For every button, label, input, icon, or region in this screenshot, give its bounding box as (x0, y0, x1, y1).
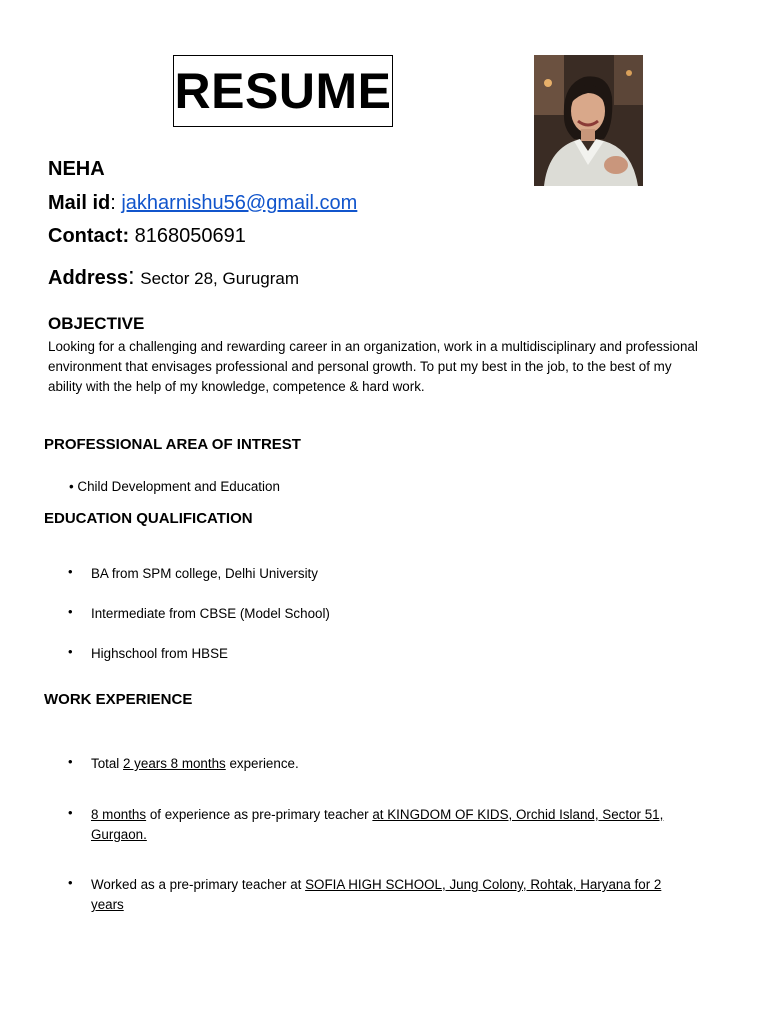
mail-label: Mail id (48, 192, 111, 214)
work-item-employer: SOFIA HIGH SCHOOL, Jung Colony, Rohtak, Haryana for 2 years (91, 877, 662, 912)
bullet-dot: • (68, 644, 73, 659)
bullet-dot: • (68, 754, 73, 769)
bullet-dot: • (69, 479, 78, 494)
work-item-text: of experience as pre-primary teacher (146, 807, 373, 822)
work-item-sofia (91, 875, 691, 915)
education-item: BA from SPM college, Delhi University (91, 566, 318, 581)
work-item-text: Worked as a pre-primary teacher at (91, 877, 306, 892)
education-item: Highschool from HBSE (91, 646, 228, 661)
work-item-text: Total (91, 756, 124, 771)
candidate-name: NEHA (48, 158, 105, 180)
bullet-dot: • (68, 604, 73, 619)
profile-photo (534, 55, 643, 186)
address-label: Address (48, 267, 129, 289)
bullet-dot: • (68, 875, 73, 890)
address-colon: : (128, 263, 135, 290)
interest-item (69, 477, 280, 497)
mail-line (48, 193, 357, 213)
address-value: Sector 28, Gurugram (140, 269, 300, 288)
resume-title-box (173, 55, 393, 127)
education-item: Intermediate from CBSE (Model School) (91, 606, 330, 621)
bullet-dot: • (68, 805, 73, 820)
interest-heading: PROFESSIONAL AREA OF INTREST (44, 436, 301, 453)
work-heading: WORK EXPERIENCE (44, 691, 193, 708)
contact-value: 8168050691 (134, 225, 246, 247)
work-item-duration: 2 years 8 months (123, 756, 226, 771)
bullet-dot: • (68, 564, 73, 579)
objective-text: Looking for a challenging and rewarding career in an organization, work in a multidisciplinary and professional environment that envisages professional and personal growth. To put my best in the job, to the best of my ability with the help of my knowledge, competence & hard work. (48, 339, 698, 394)
email-link[interactable]: jakharnishu56@gmail.com (121, 192, 358, 214)
contact-line (48, 226, 246, 246)
work-item-text: experience. (225, 756, 299, 771)
resume-title: RESUME (174, 63, 392, 119)
work-item-employer: at KINGDOM OF KIDS, Orchid Island, Sector 51, Gurgaon. (91, 807, 664, 842)
interest-item-text: Child Development and Education (77, 479, 280, 494)
work-item-total (91, 754, 299, 774)
address-line (48, 265, 299, 289)
contact-label: Contact: (48, 225, 130, 247)
mail-colon: : (110, 192, 122, 214)
education-heading: EDUCATION QUALIFICATION (44, 510, 253, 527)
objective-heading: OBJECTIVE (48, 314, 145, 333)
work-item-duration: 8 months (91, 807, 147, 822)
work-item-kingdom (91, 805, 691, 845)
profile-photo-illustration (534, 55, 643, 186)
